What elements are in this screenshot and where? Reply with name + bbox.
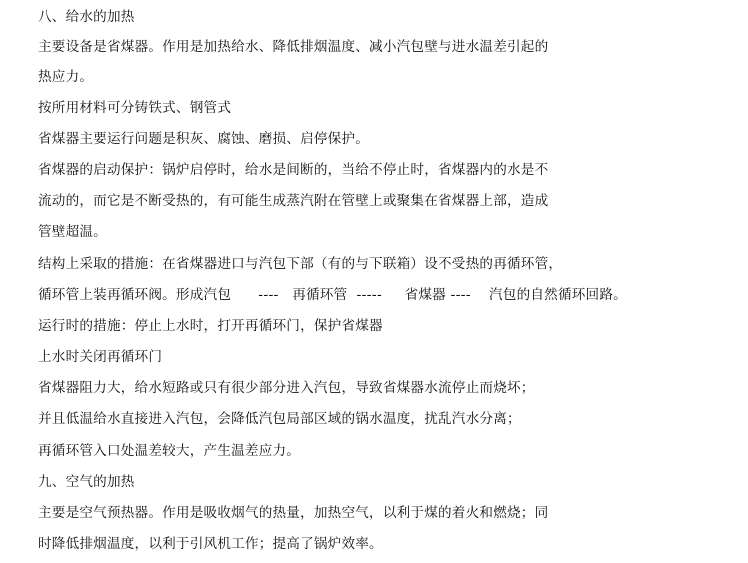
paragraph-line: 省煤器的启动保护：锅炉启停时，给水是间断的，当给不停止时，省煤器内的水是不 [38,162,549,178]
paragraph-line: 热应力。 [38,69,94,85]
paragraph-line: 结构上采取的措施：在省煤器进口与汽包下部（有的与下联箱）设不受热的再循环管， [38,256,563,272]
paragraph-line: 省煤器主要运行问题是积灰、腐蚀、磨损、启停保护。 [38,131,370,147]
section-heading-feedwater-heating: 八、给水的加热 [38,9,135,25]
paragraph-line: 时降低排烟温度，以利于引风机工作；提高了锅炉效率。 [38,536,383,552]
paragraph-line: 运行时的措施：停止上水时，打开再循环门，保护省煤器 [38,318,383,334]
paragraph-line: 流动的，而它是不断受热的，有可能生成蒸汽附在管壁上或聚集在省煤器上部，造成 [38,193,549,209]
paragraph-line: 主要是空气预热器。作用是吸收烟气的热量，加热空气，以利于煤的着火和燃烧；同 [38,505,549,521]
paragraph-line: 再循环管入口处温差较大，产生温差应力。 [38,443,301,459]
paragraph-line: 主要设备是省煤器。作用是加热给水、降低排烟温度、减小汽包壁与进水温差引起的 [38,39,549,55]
paragraph-line: 并且低温给水直接进入汽包，会降低汽包局部区域的锅水温度，扰乱汽水分离； [38,411,521,427]
paragraph-line: 按所用材料可分铸铁式、钢管式 [38,100,232,116]
paragraph-line: 省煤器阻力大，给水短路或只有很少部分进入汽包，导致省煤器水流停止而烧坏； [38,380,535,396]
section-heading-air-heating: 九、空气的加热 [38,474,135,490]
paragraph-line: 循环管上装再循环阀。形成汽包 ---- 再循环管 ----- 省煤器 ---- 汽包的自然循环回路。 [38,287,627,303]
paragraph-line: 上水时关闭再循环门 [38,349,163,365]
paragraph-line: 管壁超温。 [38,224,107,240]
